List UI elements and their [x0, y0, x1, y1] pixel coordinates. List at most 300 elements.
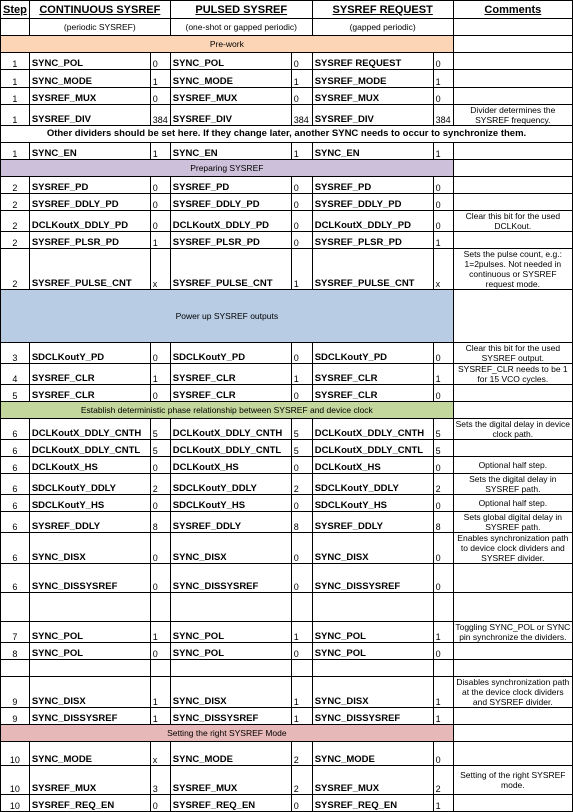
pulsed-register-name: SYNC_MODE: [170, 70, 291, 88]
continuous-register-name: SYSREF_CLR: [29, 364, 150, 385]
table-row: [1, 53, 573, 70]
subheader-pulsed: (one-shot or gapped periodic): [170, 19, 312, 36]
table-row: [1, 88, 573, 105]
table-row: [1, 211, 573, 232]
request-register-name: SDCLKoutY_DDLY: [312, 474, 433, 495]
header-sysref-request: SYSREF REQUEST: [312, 1, 453, 19]
section-label: Pre-work: [1, 36, 454, 53]
request-register-value: 1: [433, 795, 453, 812]
continuous-register-name: DCLKoutX_HS: [29, 457, 150, 474]
continuous-register-value: 0: [150, 385, 170, 402]
blank-cell: [312, 593, 433, 622]
request-register-value: 0: [433, 533, 453, 564]
pulsed-register-value: 5: [291, 440, 312, 457]
step-number: 9: [1, 708, 30, 725]
request-register-name: SYNC_DISSYSREF: [312, 708, 433, 725]
step-number: 6: [1, 495, 30, 512]
pulsed-register-value: 0: [291, 564, 312, 593]
blank-row: [1, 660, 573, 677]
step-number: 10: [1, 766, 30, 795]
request-register-name: SYSREF_MUX: [312, 88, 433, 105]
request-register-value: 0: [433, 643, 453, 660]
step-number: 6: [1, 533, 30, 564]
pulsed-register-name: SYNC_MODE: [170, 742, 291, 766]
pulsed-register-name: SYNC_POL: [170, 622, 291, 643]
continuous-register-value: 0: [150, 211, 170, 232]
pulsed-register-value: 5: [291, 419, 312, 440]
pulsed-register-value: 1: [291, 70, 312, 88]
comment-cell: Sets the digital delay in device clock path.: [453, 419, 572, 440]
continuous-register-name: SYNC_MODE: [29, 70, 150, 88]
comment-cell: [453, 402, 572, 419]
comment-cell: Clear this bit for the used SYSREF output.: [453, 343, 572, 364]
request-register-value: 1: [433, 677, 453, 708]
pulsed-register-value: 0: [291, 643, 312, 660]
request-register-name: SYNC_DISX: [312, 677, 433, 708]
pulsed-register-name: SYSREF_CLR: [170, 364, 291, 385]
continuous-register-name: SYSREF_PD: [29, 177, 150, 194]
table-row: [1, 564, 573, 593]
table-row: [1, 143, 573, 160]
table-row: [1, 795, 573, 812]
pulsed-register-name: SYSREF_PD: [170, 177, 291, 194]
section-row: [1, 36, 573, 53]
continuous-register-name: SDCLKoutY_PD: [29, 343, 150, 364]
continuous-register-name: SYSREF_DDLY_PD: [29, 194, 150, 211]
continuous-register-name: SYNC_DISX: [29, 677, 150, 708]
pulsed-register-name: SYNC_EN: [170, 143, 291, 160]
request-register-name: SYNC_EN: [312, 143, 433, 160]
continuous-register-name: SYNC_DISX: [29, 533, 150, 564]
continuous-register-value: 5: [150, 419, 170, 440]
continuous-register-value: 384: [150, 105, 170, 126]
step-number: 7: [1, 622, 30, 643]
continuous-register-value: 1: [150, 232, 170, 249]
comment-cell: Enables synchronization path to device clock dividers and SYSREF divider.: [453, 533, 572, 564]
blank-cell: [312, 660, 433, 677]
continuous-register-value: 1: [150, 364, 170, 385]
comment-cell: [453, 88, 572, 105]
request-register-value: 2: [433, 766, 453, 795]
blank-cell: [29, 593, 150, 622]
table-row: [1, 495, 573, 512]
request-register-name: SDCLKoutY_PD: [312, 343, 433, 364]
table-row: [1, 533, 573, 564]
request-register-value: 1: [433, 622, 453, 643]
pulsed-register-name: SYNC_DISX: [170, 677, 291, 708]
comment-cell: [453, 232, 572, 249]
pulsed-register-name: SYSREF_DDLY: [170, 512, 291, 533]
comment-cell: [453, 708, 572, 725]
pulsed-register-name: SYSREF_PLSR_PD: [170, 232, 291, 249]
pulsed-register-name: SYSREF_PULSE_CNT: [170, 249, 291, 290]
continuous-register-value: 0: [150, 795, 170, 812]
comment-cell: Setting of the right SYSREF mode.: [453, 766, 572, 795]
continuous-register-name: SYSREF_DIV: [29, 105, 150, 126]
pulsed-register-name: SYSREF_DDLY_PD: [170, 194, 291, 211]
step-number: 6: [1, 564, 30, 593]
request-register-name: SYSREF_CLR: [312, 364, 433, 385]
comment-cell: Sets global digital delay in SYSREF path.: [453, 512, 572, 533]
pulsed-register-name: DCLKoutX_DDLY_CNTH: [170, 419, 291, 440]
pulsed-register-value: 1: [291, 622, 312, 643]
continuous-register-value: 0: [150, 643, 170, 660]
request-register-name: SDCLKoutY_HS: [312, 495, 433, 512]
continuous-register-value: 3: [150, 766, 170, 795]
continuous-register-name: SYNC_POL: [29, 53, 150, 70]
continuous-register-name: DCLKoutX_DDLY_CNTL: [29, 440, 150, 457]
continuous-register-value: 1: [150, 677, 170, 708]
table-row: [1, 70, 573, 88]
pulsed-register-value: 0: [291, 385, 312, 402]
table-row: [1, 440, 573, 457]
step-number: 1: [1, 105, 30, 126]
request-register-name: SYNC_DISSYSREF: [312, 564, 433, 593]
pulsed-register-name: SYSREF_REQ_EN: [170, 795, 291, 812]
step-number: 9: [1, 677, 30, 708]
step-number: 2: [1, 249, 30, 290]
blank-cell: [433, 593, 453, 622]
header-continuous-sysref: CONTINUOUS SYSREF: [29, 1, 170, 19]
step-number: 1: [1, 53, 30, 70]
continuous-register-name: SDCLKoutY_DDLY: [29, 474, 150, 495]
table-row: [1, 364, 573, 385]
comment-cell: Divider determines the SYSREF frequency.: [453, 105, 572, 126]
continuous-register-value: 0: [150, 495, 170, 512]
step-number: 6: [1, 440, 30, 457]
pulsed-register-value: 2: [291, 474, 312, 495]
pulsed-register-name: SYNC_DISSYSREF: [170, 708, 291, 725]
continuous-register-name: SYNC_POL: [29, 643, 150, 660]
continuous-register-value: 1: [150, 143, 170, 160]
request-register-name: SYNC_POL: [312, 622, 433, 643]
request-register-value: 2: [433, 474, 453, 495]
comment-cell: Disables synchronization path at the device clock dividers and SYSREF divider.: [453, 677, 572, 708]
blank-cell: [453, 593, 572, 622]
request-register-value: 0: [433, 194, 453, 211]
section-label: Preparing SYSREF: [1, 160, 454, 177]
pulsed-register-name: SYNC_POL: [170, 643, 291, 660]
request-register-value: 1: [433, 143, 453, 160]
table-row: [1, 385, 573, 402]
pulsed-register-name: DCLKoutX_DDLY_CNTL: [170, 440, 291, 457]
step-number: 6: [1, 512, 30, 533]
blank-cell: [170, 660, 291, 677]
request-register-value: 1: [433, 70, 453, 88]
step-number: 8: [1, 643, 30, 660]
continuous-register-name: SYNC_POL: [29, 622, 150, 643]
request-register-name: SYSREF_DDLY_PD: [312, 194, 433, 211]
request-register-value: 0: [433, 457, 453, 474]
continuous-register-name: DCLKoutX_DDLY_PD: [29, 211, 150, 232]
continuous-register-value: 2: [150, 474, 170, 495]
pulsed-register-name: SDCLKoutY_PD: [170, 343, 291, 364]
request-register-name: SYNC_MODE: [312, 742, 433, 766]
section-row: [1, 160, 573, 177]
table-row: [1, 474, 573, 495]
comment-cell: [453, 742, 572, 766]
table-row: [1, 457, 573, 474]
step-number: 2: [1, 177, 30, 194]
section-label: Setting the right SYSREF Mode: [1, 725, 454, 742]
pulsed-register-value: 0: [291, 795, 312, 812]
blank-cell: [453, 660, 572, 677]
table-row: [1, 622, 573, 643]
continuous-register-value: 8: [150, 512, 170, 533]
comment-cell: [453, 53, 572, 70]
step-number: 1: [1, 88, 30, 105]
continuous-register-value: 0: [150, 457, 170, 474]
table-row: [1, 419, 573, 440]
pulsed-register-value: 2: [291, 742, 312, 766]
pulsed-register-name: DCLKoutX_DDLY_PD: [170, 211, 291, 232]
continuous-register-name: SYSREF_MUX: [29, 766, 150, 795]
comment-cell: Sets the pulse count, e.g.: 1=2pulses. Not needed in continuous or SYSREF request mode.: [453, 249, 572, 290]
blank-cell: [1, 593, 30, 622]
request-register-value: 1: [433, 364, 453, 385]
request-register-name: SYSREF_PLSR_PD: [312, 232, 433, 249]
pulsed-register-name: SYSREF_CLR: [170, 385, 291, 402]
continuous-register-name: SYNC_MODE: [29, 742, 150, 766]
comment-cell: [453, 290, 572, 343]
request-register-value: 0: [433, 53, 453, 70]
request-register-name: DCLKoutX_DDLY_PD: [312, 211, 433, 232]
section-label: Power up SYSREF outputs: [1, 290, 454, 343]
pulsed-register-value: 0: [291, 88, 312, 105]
blank-row: [1, 593, 573, 622]
pulsed-register-value: 8: [291, 512, 312, 533]
pulsed-register-name: SYSREF_MUX: [170, 766, 291, 795]
continuous-register-value: 0: [150, 177, 170, 194]
section-label: Establish deterministic phase relationship between SYSREF and device clock: [1, 402, 454, 419]
pulsed-register-value: 0: [291, 343, 312, 364]
continuous-register-name: SYSREF_CLR: [29, 385, 150, 402]
request-register-name: SYSREF_DIV: [312, 105, 433, 126]
request-register-name: SYSREF_PULSE_CNT: [312, 249, 433, 290]
pulsed-register-value: 1: [291, 708, 312, 725]
comment-cell: [453, 440, 572, 457]
comment-cell: [453, 70, 572, 88]
continuous-register-name: SYSREF_DDLY: [29, 512, 150, 533]
comment-cell: [453, 725, 572, 742]
request-register-value: 0: [433, 88, 453, 105]
subheader-comments-blank: [453, 19, 572, 36]
step-number: 2: [1, 194, 30, 211]
continuous-register-value: 1: [150, 622, 170, 643]
comment-cell: Sets the digital delay in SYSREF path.: [453, 474, 572, 495]
continuous-register-name: SYNC_DISSYSREF: [29, 708, 150, 725]
comment-cell: [453, 385, 572, 402]
pulsed-register-name: SDCLKoutY_DDLY: [170, 474, 291, 495]
pulsed-register-value: 0: [291, 457, 312, 474]
header-pulsed-sysref: PULSED SYSREF: [170, 1, 312, 19]
table-row: [1, 766, 573, 795]
subheader-step-blank: [1, 19, 30, 36]
pulsed-register-value: 0: [291, 533, 312, 564]
step-number: 5: [1, 385, 30, 402]
pulsed-register-value: 0: [291, 211, 312, 232]
step-number: 1: [1, 143, 30, 160]
continuous-register-value: 1: [150, 708, 170, 725]
table-row: [1, 643, 573, 660]
pulsed-register-name: DCLKoutX_HS: [170, 457, 291, 474]
step-number: 3: [1, 343, 30, 364]
request-register-value: 5: [433, 419, 453, 440]
subheader-row: [1, 19, 573, 36]
request-register-value: 0: [433, 211, 453, 232]
comment-cell: SYSREF_CLR needs to be 1 for 15 VCO cycles.: [453, 364, 572, 385]
request-register-name: SYSREF REQUEST: [312, 53, 433, 70]
comment-cell: Optional half step.: [453, 457, 572, 474]
comment-cell: [453, 564, 572, 593]
step-number: 2: [1, 211, 30, 232]
request-register-name: SYNC_DISX: [312, 533, 433, 564]
continuous-register-name: SYSREF_MUX: [29, 88, 150, 105]
pulsed-register-value: 2: [291, 766, 312, 795]
request-register-value: 0: [433, 177, 453, 194]
continuous-register-name: DCLKoutX_DDLY_CNTH: [29, 419, 150, 440]
step-number: 6: [1, 419, 30, 440]
continuous-register-value: x: [150, 742, 170, 766]
request-register-value: 1: [433, 708, 453, 725]
request-register-name: SYSREF_CLR: [312, 385, 433, 402]
pulsed-register-value: 0: [291, 232, 312, 249]
blank-cell: [291, 593, 312, 622]
pulsed-register-name: SYNC_DISX: [170, 533, 291, 564]
request-register-name: DCLKoutX_DDLY_CNTL: [312, 440, 433, 457]
comment-cell: [453, 643, 572, 660]
pulsed-register-name: SYSREF_MUX: [170, 88, 291, 105]
blank-cell: [170, 593, 291, 622]
section-row: [1, 402, 573, 419]
pulsed-register-value: 1: [291, 364, 312, 385]
pulsed-register-name: SDCLKoutY_HS: [170, 495, 291, 512]
table-row: [1, 105, 573, 126]
pulsed-register-name: SYNC_DISSYSREF: [170, 564, 291, 593]
continuous-register-value: 0: [150, 564, 170, 593]
request-register-name: SYSREF_DDLY: [312, 512, 433, 533]
comment-cell: Clear this bit for the used DCLKout.: [453, 211, 572, 232]
pulsed-register-value: 0: [291, 177, 312, 194]
request-register-name: DCLKoutX_HS: [312, 457, 433, 474]
table-row: [1, 249, 573, 290]
note-text: Other dividers should be set here. If they change later, another SYNC needs to occur to synchronize them.: [1, 126, 573, 143]
table-body: [1, 1, 573, 812]
pulsed-register-value: 1: [291, 143, 312, 160]
table-row: [1, 708, 573, 725]
request-register-value: 384: [433, 105, 453, 126]
continuous-register-value: 0: [150, 533, 170, 564]
continuous-register-name: SDCLKoutY_HS: [29, 495, 150, 512]
request-register-name: DCLKoutX_DDLY_CNTH: [312, 419, 433, 440]
blank-cell: [1, 660, 30, 677]
section-row: [1, 725, 573, 742]
continuous-register-name: SYSREF_PLSR_PD: [29, 232, 150, 249]
subheader-continuous: (periodic SYSREF): [29, 19, 170, 36]
request-register-value: 5: [433, 440, 453, 457]
comment-cell: [453, 795, 572, 812]
pulsed-register-name: SYNC_POL: [170, 53, 291, 70]
header-comments: Comments: [453, 1, 572, 19]
blank-cell: [291, 660, 312, 677]
request-register-name: SYSREF_PD: [312, 177, 433, 194]
request-register-name: SYSREF_MODE: [312, 70, 433, 88]
header-step: Step: [1, 1, 30, 19]
request-register-value: 0: [433, 385, 453, 402]
section-row: [1, 290, 573, 343]
pulsed-register-value: 0: [291, 53, 312, 70]
pulsed-register-value: 1: [291, 249, 312, 290]
blank-cell: [29, 660, 150, 677]
pulsed-register-value: 384: [291, 105, 312, 126]
request-register-value: x: [433, 249, 453, 290]
header-row: [1, 1, 573, 19]
table-row: [1, 512, 573, 533]
request-register-value: 1: [433, 232, 453, 249]
comment-cell: [453, 194, 572, 211]
step-number: 2: [1, 232, 30, 249]
pulsed-register-value: 0: [291, 495, 312, 512]
blank-cell: [433, 660, 453, 677]
comment-cell: [453, 177, 572, 194]
continuous-register-value: 0: [150, 53, 170, 70]
step-number: 6: [1, 474, 30, 495]
continuous-register-name: SYSREF_PULSE_CNT: [29, 249, 150, 290]
comment-cell: [453, 160, 572, 177]
continuous-register-name: SYSREF_REQ_EN: [29, 795, 150, 812]
comment-cell: Toggling SYNC_POL or SYNC pin synchronize the dividers.: [453, 622, 572, 643]
continuous-register-value: 0: [150, 194, 170, 211]
request-register-name: SYNC_POL: [312, 643, 433, 660]
request-register-value: 0: [433, 495, 453, 512]
continuous-register-name: SYNC_EN: [29, 143, 150, 160]
pulsed-register-value: 0: [291, 194, 312, 211]
comment-cell: [453, 143, 572, 160]
request-register-name: SYSREF_REQ_EN: [312, 795, 433, 812]
request-register-name: SYSREF_MUX: [312, 766, 433, 795]
table-row: [1, 677, 573, 708]
pulsed-register-value: 1: [291, 677, 312, 708]
step-number: 1: [1, 70, 30, 88]
continuous-register-value: 0: [150, 88, 170, 105]
blank-cell: [150, 660, 170, 677]
subheader-request: (gapped periodic): [312, 19, 453, 36]
request-register-value: 0: [433, 343, 453, 364]
pulsed-register-name: SYSREF_DIV: [170, 105, 291, 126]
continuous-register-value: 0: [150, 343, 170, 364]
request-register-value: 8: [433, 512, 453, 533]
step-number: 10: [1, 742, 30, 766]
table-row: [1, 177, 573, 194]
continuous-register-name: SYNC_DISSYSREF: [29, 564, 150, 593]
step-number: 4: [1, 364, 30, 385]
continuous-register-value: x: [150, 249, 170, 290]
table-row: [1, 232, 573, 249]
request-register-value: 0: [433, 564, 453, 593]
comment-cell: Optional half step.: [453, 495, 572, 512]
table-row: [1, 742, 573, 766]
step-number: 10: [1, 795, 30, 812]
table-row: [1, 343, 573, 364]
blank-cell: [150, 593, 170, 622]
continuous-register-value: 5: [150, 440, 170, 457]
step-number: 6: [1, 457, 30, 474]
request-register-value: 0: [433, 742, 453, 766]
note-row: [1, 126, 573, 143]
table-row: [1, 194, 573, 211]
continuous-register-value: 1: [150, 70, 170, 88]
comment-cell: [453, 36, 572, 53]
